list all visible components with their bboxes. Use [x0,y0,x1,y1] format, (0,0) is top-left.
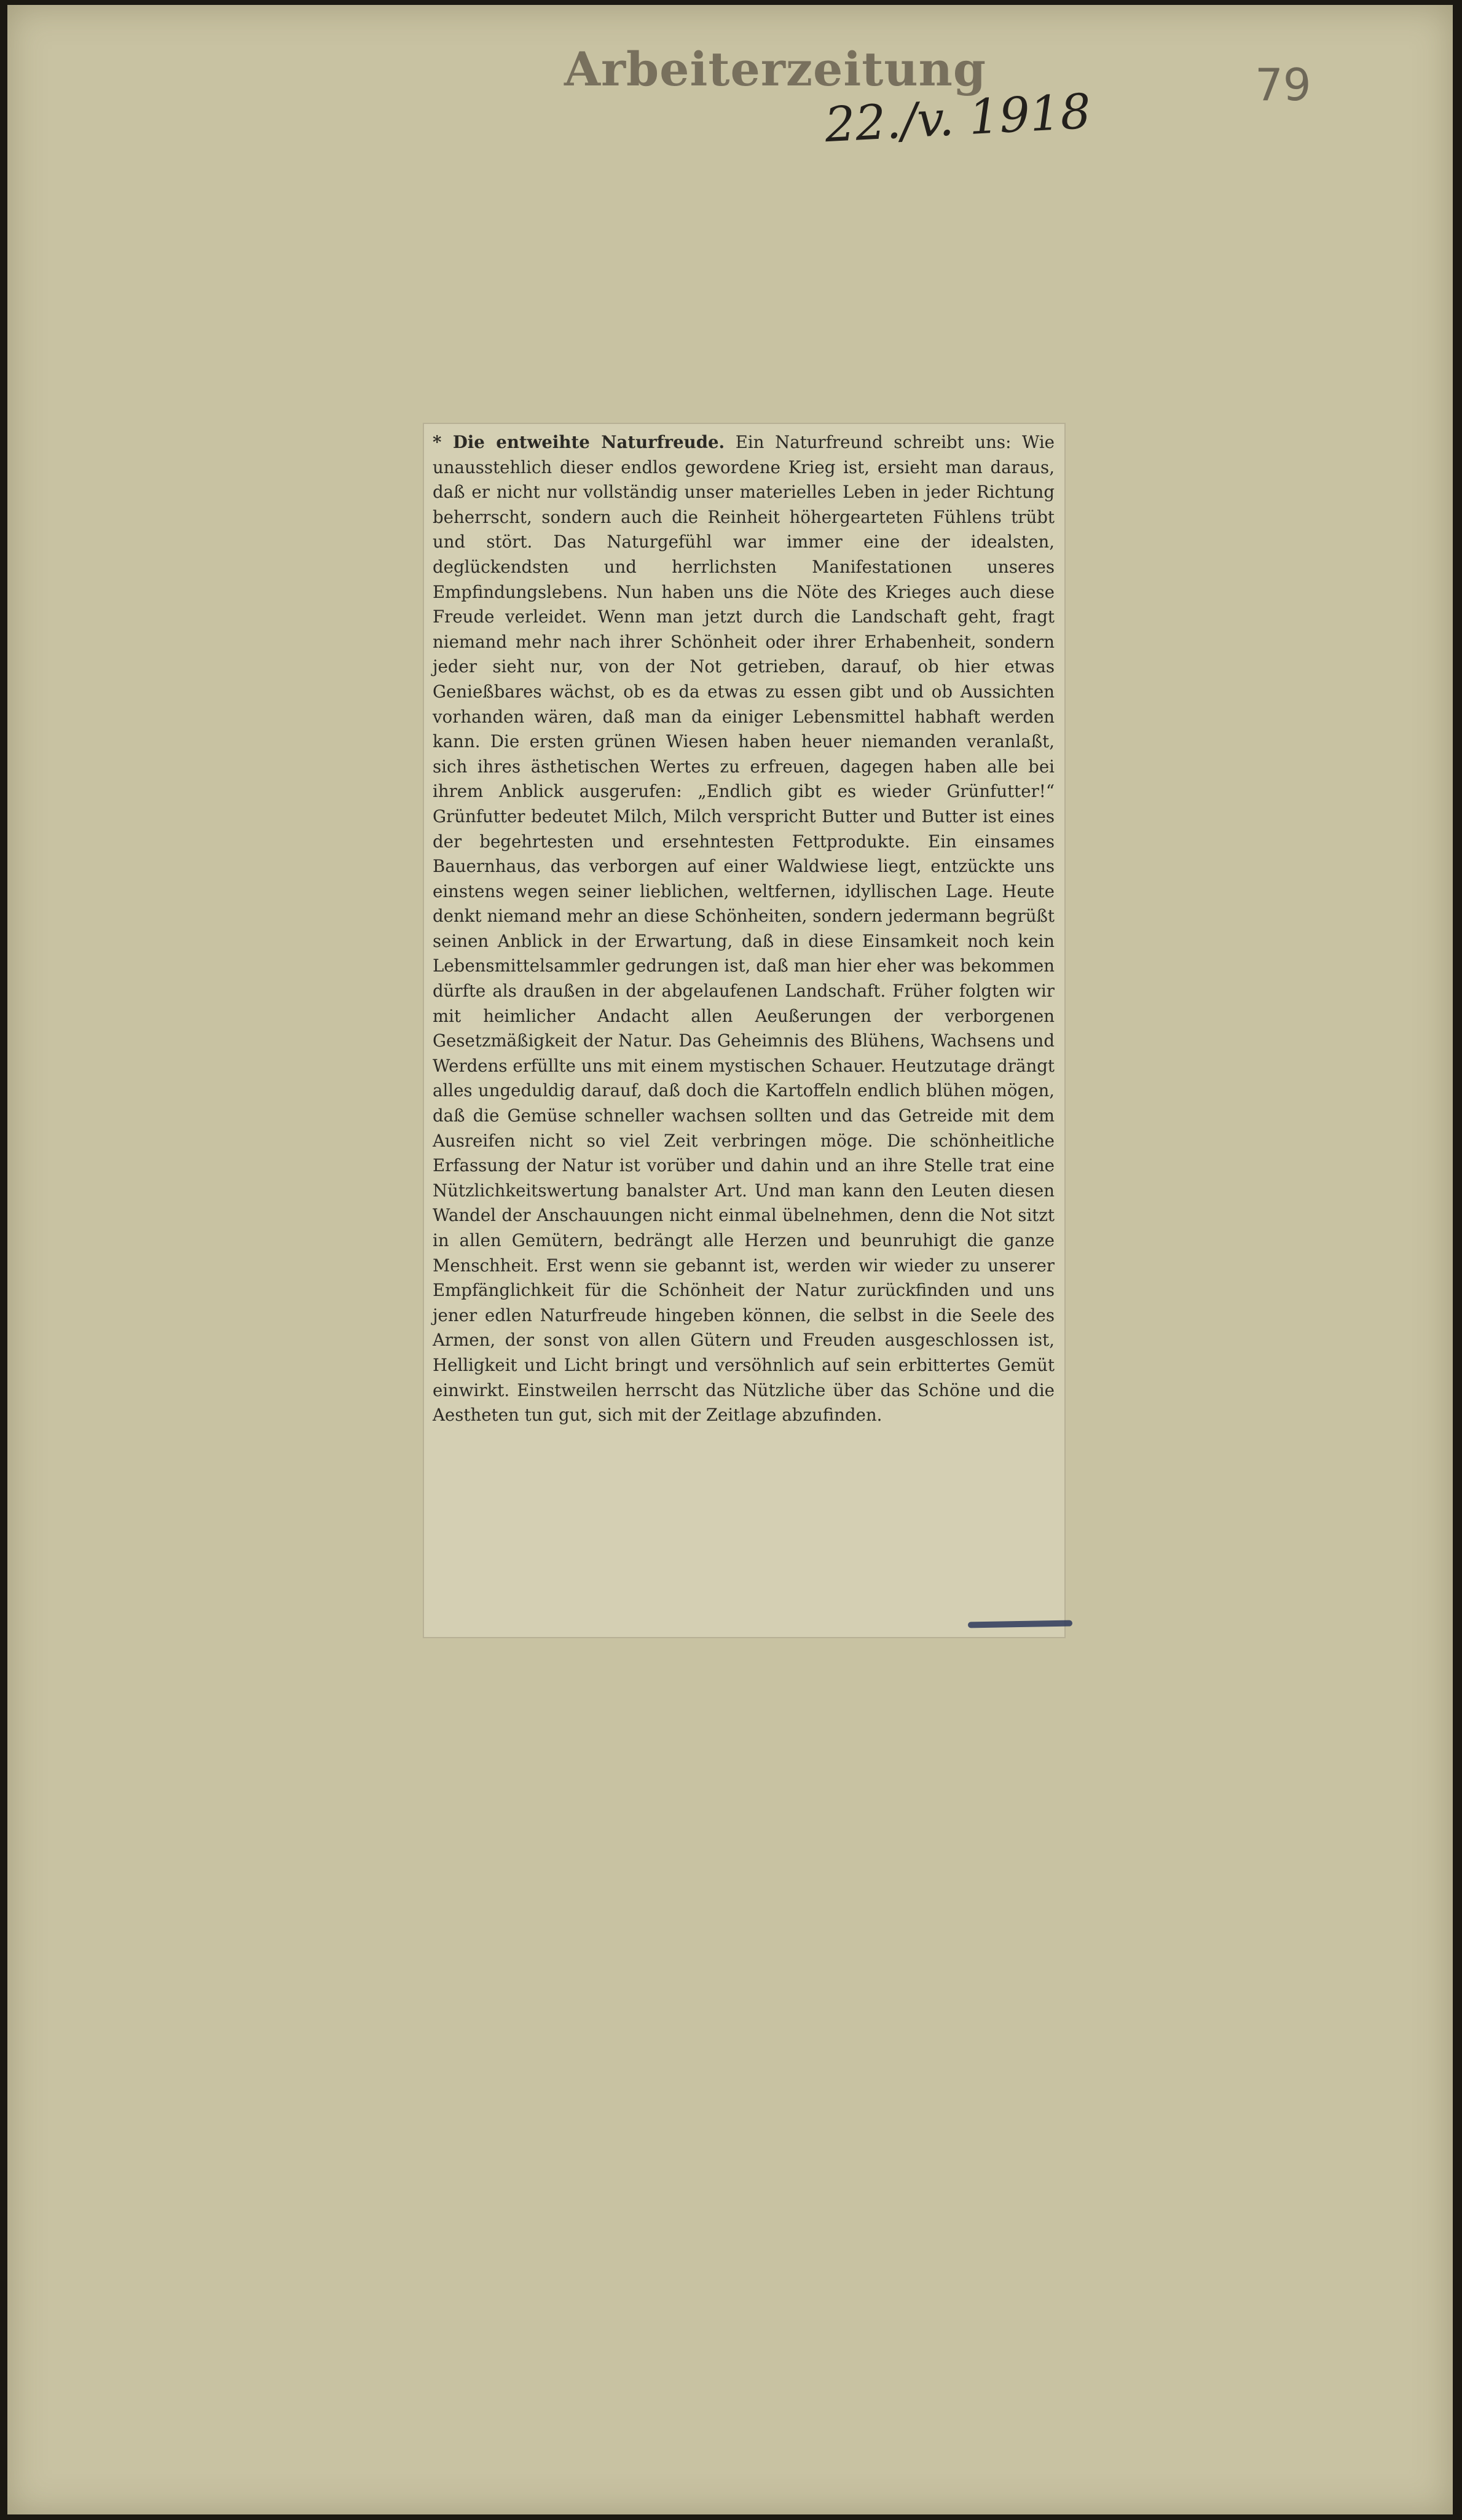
article-text [433,430,1055,1428]
newspaper-name-stamp: Arbeiterzeitung [564,42,987,96]
article-body: Ein Naturfreund schreibt uns: Wie unausstehlich dieser endlos gewordene Krieg ist, ersieht man daraus, daß er nicht nur vollständig unser materielles Leben in jeder Richtung beherrscht, sondern auch die Reinheit höhergearteten Fühlens trübt und stört. Das Naturgefühl war immer eine der idealsten, deglückendsten und herrlichsten Manifestationen unseres Empfindungslebens. Nun haben uns die Nöte des Krieges auch diese Freude verleidet. Wenn man jetzt durch die Landschaft geht, fragt niemand mehr nach ihrer Schönheit oder ihrer Erhabenheit, sondern jeder sieht nur, von der Not getrieben, darauf, ob hier etwas Genießbares wächst, ob es da etwas zu essen gibt und ob Aussichten vorhanden wären, daß man da einiger Lebensmittel habhaft werden kann. Die ersten grünen Wiesen haben heuer niemanden veranlaßt, sich ihres ästhetischen Wertes zu erfreuen, dagegen haben alle bei ihrem Anblick ausgerufen: „Endlich gibt es wieder Grünfutter!“ Grünfutter bedeutet Milch, Milch verspricht Butter und Butter ist eines der begehrtesten und ersehntesten Fettprodukte. Ein einsames Bauernhaus, das verborgen auf einer Waldwiese liegt, entzückte uns einstens wegen seiner lieblichen, weltfernen, idyllischen Lage. Heute denkt niemand mehr an diese Schönheiten, sondern jedermann begrüßt seinen Anblick in der Erwartung, daß in diese Einsamkeit noch kein Lebensmittelsammler gedrungen ist, daß man hier eher was bekommen dürfte als draußen in der abgelaufenen Landschaft. Früher folgten wir mit heimlicher Andacht allen Aeußerungen der verborgenen Gesetzmäßigkeit der Natur. Das Geheimnis des Blühens, Wachsens und Werdens erfüllte uns mit einem mystischen Schauer. Heutzutage drängt alles ungeduldig darauf, daß doch die Kartoffeln endlich blühen mögen, daß die Gemüse schneller wachsen sollten und das Getreide mit dem Ausreifen nicht so viel Zeit verbringen möge. Die schönheitliche Erfassung der Natur ist vorüber und dahin und an ihre Stelle trat eine Nützlichkeitswertung banalster Art. Und man kann den Leuten diesen Wandel der Anschauungen nicht einmal übelnehmen, denn die Not sitzt in allen Gemütern, bedrängt alle Herzen und beunruhigt die ganze Menschheit. Erst wenn sie gebannt ist, werden wir wieder zu unserer Empfänglichkeit für die Schönheit der Natur zurückfinden und uns jener edlen Naturfreude hingeben können, die selbst in die Seele des Armen, der sonst von allen Gütern und Freuden ausgeschlossen ist, Helligkeit und Licht bringt und versöhnlich auf sein erbittertes Gemüt einwirkt. Einstweilen herrscht das Nützliche über das Schöne und die Aestheten tun gut, sich mit der Zeitlage abzufinden. [433,432,1055,1426]
article-headline: * Die entweihte Naturfreude. [433,432,725,452]
folio-number: 79 [1255,59,1311,111]
handwritten-date: 22./v. 1918 [823,84,1093,154]
newspaper-clipping [423,423,1066,1638]
